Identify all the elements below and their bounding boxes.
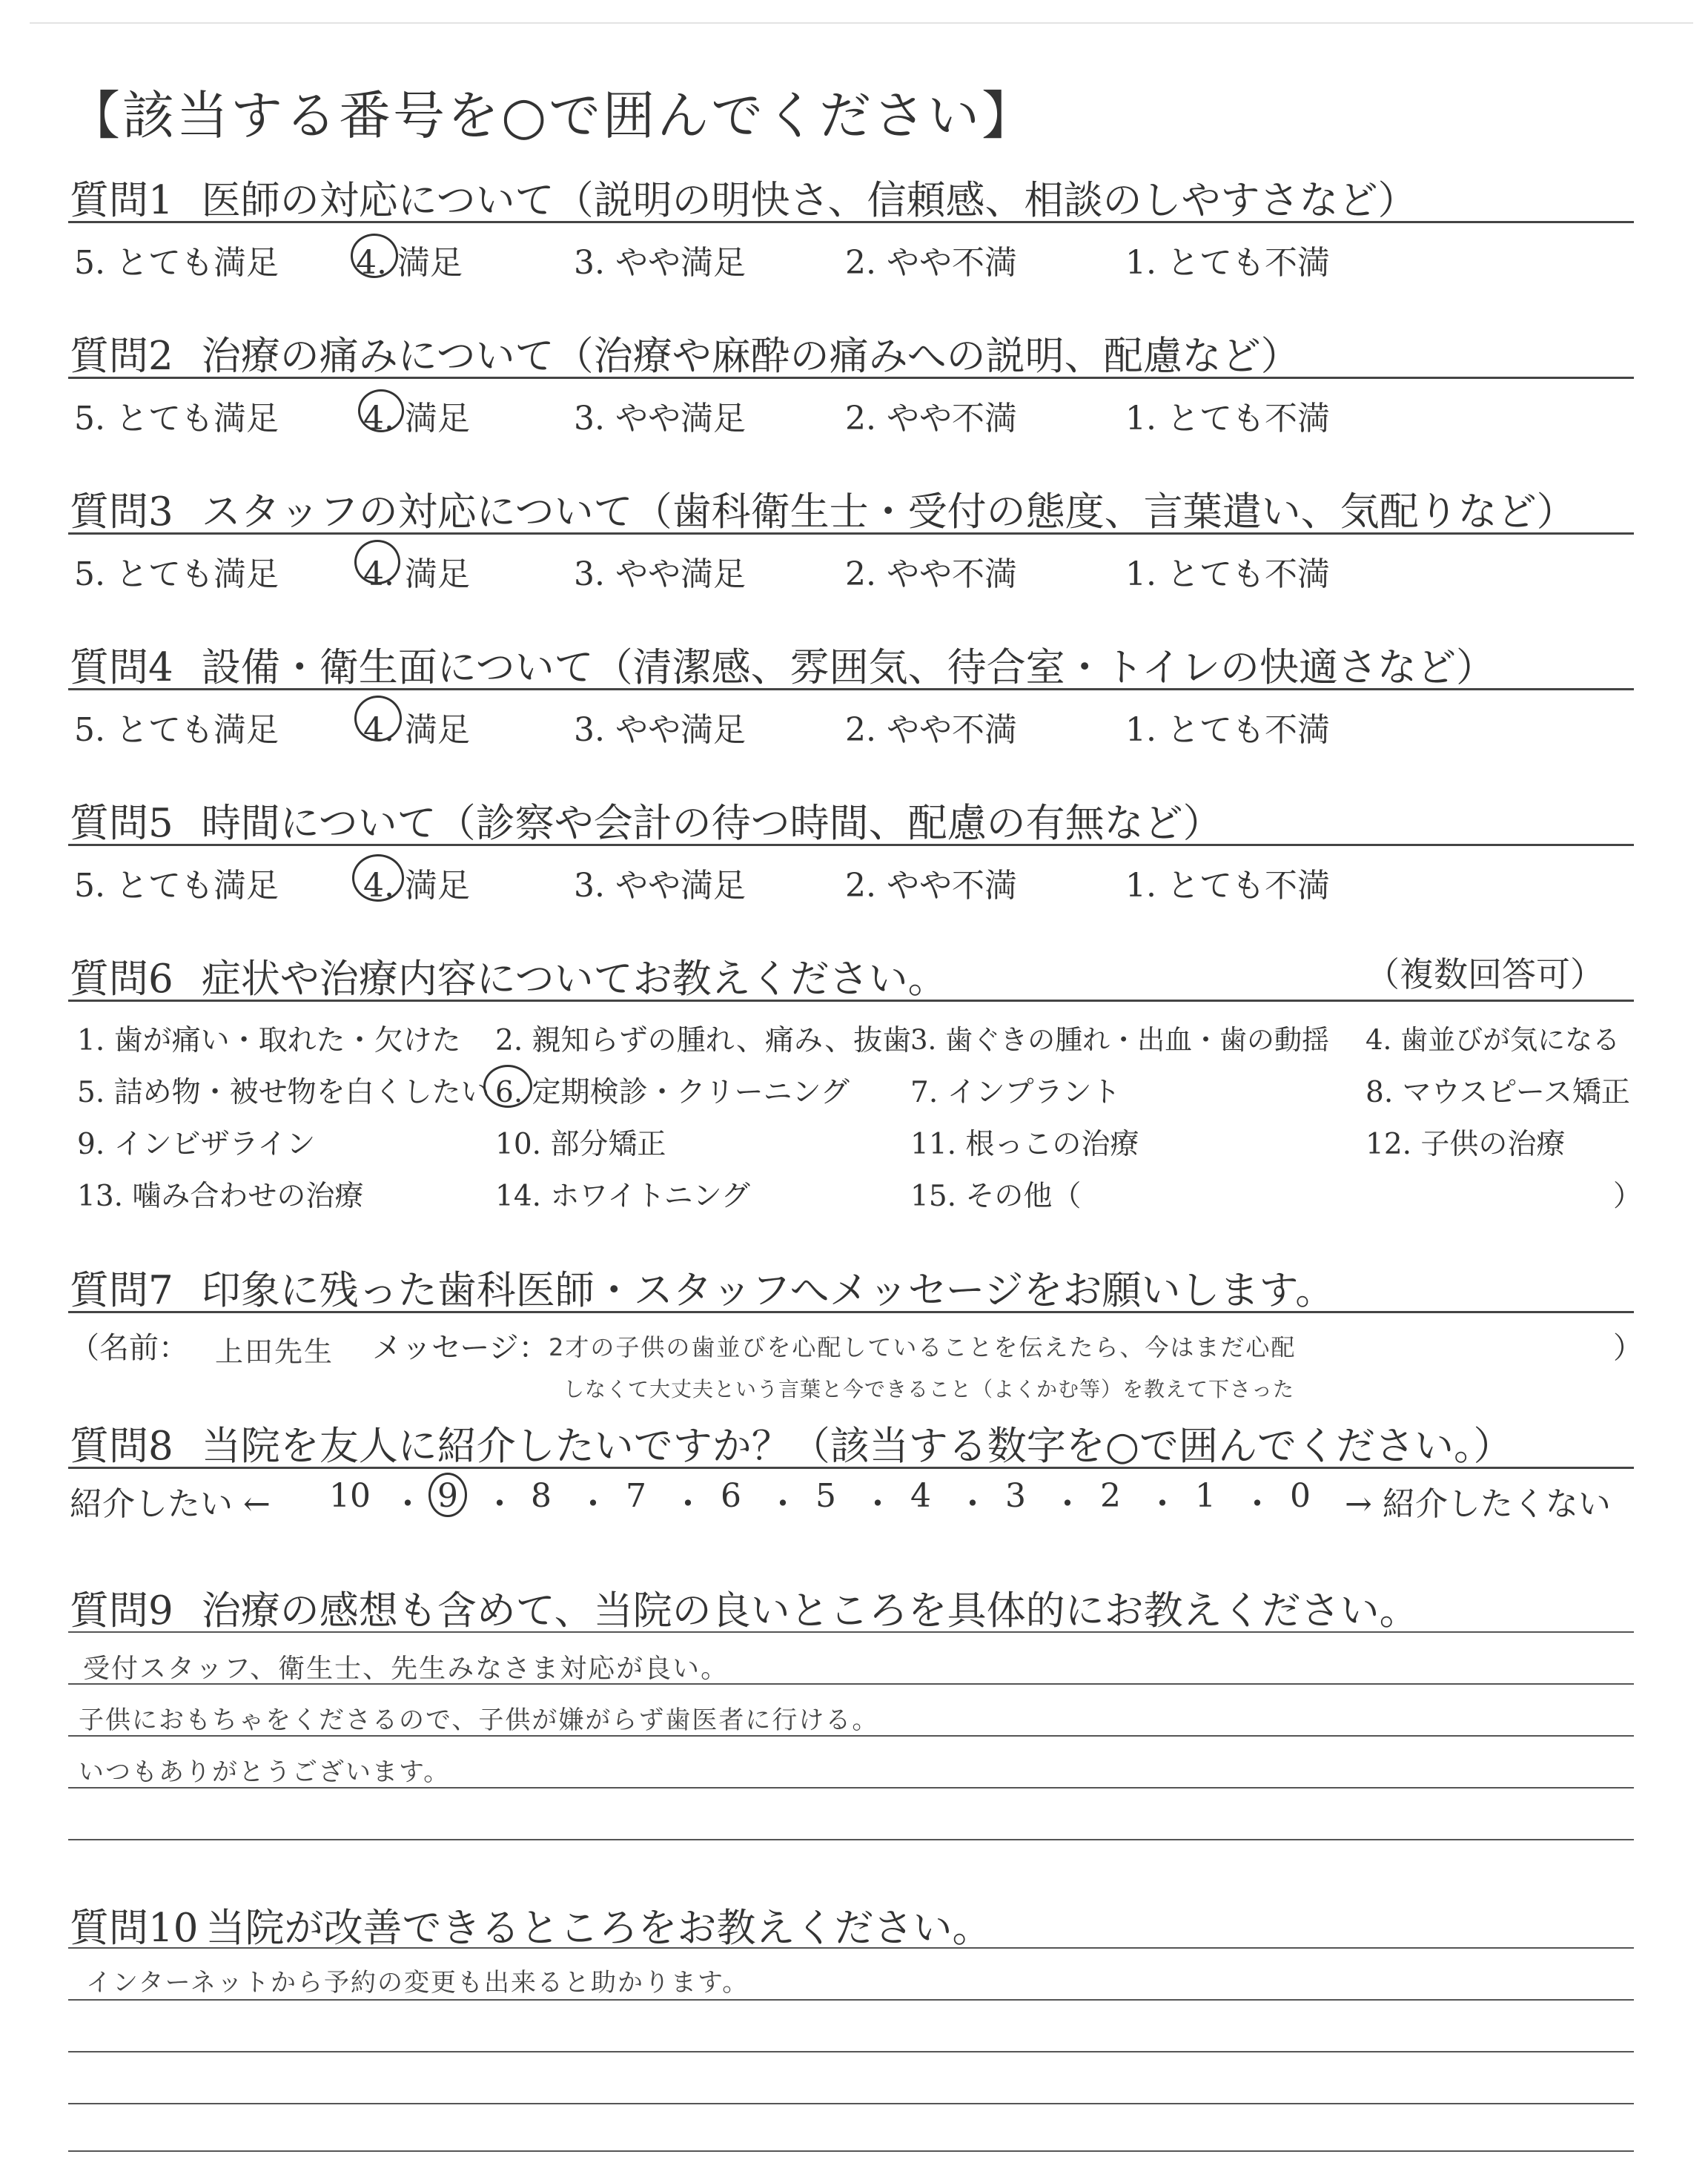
q9-writing-line	[68, 1735, 1634, 1737]
q7-close-paren: ）	[1613, 1331, 1643, 1365]
q6-option-14[interactable]: 14. ホワイトニング	[495, 1180, 750, 1213]
q6-option-11[interactable]: 11. 根っこの治療	[910, 1128, 1139, 1161]
question-6-text: 症状や治療内容についてお教えください。	[201, 957, 947, 1002]
q10-writing-line	[68, 1999, 1634, 2001]
page-title: 【該当する番号を○で囲んでください】	[68, 85, 1036, 146]
question-2-label: 質問2	[70, 334, 173, 379]
question-1-rule	[68, 221, 1634, 223]
q6-option-6[interactable]: 6. 定期検診・クリーニング	[495, 1076, 850, 1109]
q9-answer-line-3[interactable]: いつもありがとうございます。	[79, 1757, 451, 1787]
q2-option-2[interactable]: 2. やや不満	[845, 400, 1017, 437]
q8-scale-0[interactable]: 0	[1290, 1477, 1311, 1515]
q8-separator: ・	[956, 1485, 989, 1523]
q4-option-1[interactable]: 1. とても不満	[1125, 711, 1330, 749]
q9-writing-line	[68, 1787, 1634, 1789]
question-4-rule	[68, 688, 1634, 690]
question-7-rule	[68, 1311, 1634, 1313]
q8-scale-4[interactable]: 4	[910, 1477, 931, 1515]
q6-option-1[interactable]: 1. 歯が痛い・取れた・欠けた	[77, 1024, 461, 1057]
q10-writing-line	[68, 2051, 1634, 2052]
question-8-label: 質問8	[70, 1424, 173, 1469]
question-2-rule	[68, 377, 1634, 379]
q8-scale-6[interactable]: 6	[721, 1477, 741, 1515]
q5-option-4[interactable]: 4. 満足	[363, 867, 470, 905]
q5-selection-circle	[352, 854, 404, 902]
q8-separator: ・	[767, 1485, 799, 1523]
question-9-heading	[70, 1579, 1419, 1636]
q7-name-value[interactable]: 上田先生	[215, 1335, 334, 1368]
question-6-heading	[70, 948, 947, 1004]
q5-option-5[interactable]: 5. とても満足	[74, 867, 279, 905]
q8-scale-8[interactable]: 8	[531, 1477, 552, 1515]
question-1-label: 質問1	[70, 178, 173, 223]
q8-separator: ・	[1051, 1485, 1084, 1523]
question-6-note: （複数回答可）	[1366, 954, 1604, 994]
q3-option-3[interactable]: 3. やや満足	[574, 555, 746, 593]
q8-separator: ・	[391, 1485, 424, 1523]
question-6-rule	[68, 1000, 1634, 1002]
q9-answer-line-1[interactable]: 受付スタッフ、衛生士、先生みなさま対応が良い。	[83, 1654, 729, 1684]
q6-other-close: ）	[1613, 1180, 1643, 1213]
q6-option-3[interactable]: 3. 歯ぐきの腫れ・出血・歯の動揺	[910, 1024, 1330, 1056]
q8-right-label: → 紹介したくない	[1345, 1485, 1611, 1523]
q4-option-4[interactable]: 4. 満足	[363, 711, 470, 749]
question-5-text: 時間について（診察や会計の待つ時間、配慮の有無など）	[201, 801, 1222, 846]
q6-option-2[interactable]: 2. 親知らずの腫れ、痛み、抜歯	[495, 1024, 912, 1057]
q6-selection-circle	[483, 1065, 532, 1108]
q1-option-3[interactable]: 3. やや満足	[574, 244, 746, 282]
q9-writing-line	[68, 1683, 1634, 1685]
q9-writing-line	[68, 1839, 1634, 1840]
q8-scale-9[interactable]: 9	[437, 1477, 458, 1515]
q6-option-4[interactable]: 4. 歯並びが気になる	[1366, 1024, 1621, 1056]
q3-option-1[interactable]: 1. とても不満	[1125, 555, 1330, 593]
question-3-heading	[70, 480, 1576, 537]
q8-separator: ・	[1146, 1485, 1179, 1523]
question-7-text: 印象に残った歯科医師・スタッフへメッセージをお願いします。	[201, 1268, 1335, 1313]
question-5-heading	[70, 792, 1222, 848]
q5-option-3[interactable]: 3. やや満足	[574, 867, 746, 905]
q1-option-5[interactable]: 5. とても満足	[74, 244, 279, 282]
question-5-rule	[68, 844, 1634, 846]
question-3-text: スタッフの対応について（歯科衛生士・受付の態度、言葉遣い、気配りなど）	[201, 489, 1576, 535]
q1-selection-circle	[351, 234, 398, 278]
q4-option-3[interactable]: 3. やや満足	[574, 711, 746, 749]
q8-scale-1[interactable]: 1	[1195, 1477, 1216, 1515]
q7-message-line-2[interactable]: しなくて大丈夫という言葉と今できること（よくかむ等）を教えて下さった	[563, 1377, 1295, 1401]
q2-option-3[interactable]: 3. やや満足	[574, 400, 746, 437]
q8-separator: ・	[483, 1485, 516, 1523]
question-8-heading	[70, 1415, 1512, 1471]
question-4-label: 質問4	[70, 645, 173, 690]
q3-selection-circle	[354, 540, 400, 584]
q6-option-12[interactable]: 12. 子供の治療	[1366, 1128, 1566, 1161]
question-5-label: 質問5	[70, 801, 173, 846]
q8-left-label: 紹介したい ←	[70, 1485, 271, 1523]
q10-writing-line	[68, 2103, 1634, 2104]
q5-option-1[interactable]: 1. とても不満	[1125, 867, 1330, 905]
question-1-heading	[70, 169, 1417, 225]
q8-selection-circle	[428, 1473, 467, 1517]
question-10-label: 質問10	[70, 1906, 199, 1951]
q8-scale-7[interactable]: 7	[626, 1477, 646, 1515]
question-10-text: 当院が改善できるところをお教えください。	[205, 1906, 992, 1951]
question-7-heading	[70, 1259, 1334, 1315]
q7-name-label: （名前：	[70, 1331, 188, 1365]
question-3-rule	[68, 532, 1634, 535]
q6-option-8[interactable]: 8. マウスピース矯正	[1366, 1076, 1630, 1109]
question-8-text: 当院を友人に紹介したいですか？（該当する数字を○で囲んでください。）	[201, 1424, 1513, 1469]
question-10-heading	[70, 1897, 991, 1953]
q6-option-15[interactable]: 15. その他（	[910, 1180, 1082, 1213]
q5-option-2[interactable]: 2. やや不満	[845, 867, 1017, 905]
q6-option-5[interactable]: 5. 詰め物・被せ物を白くしたい	[77, 1076, 490, 1109]
q9-writing-line	[68, 1631, 1634, 1633]
question-6-label: 質問6	[70, 957, 173, 1002]
q3-option-2[interactable]: 2. やや不満	[845, 555, 1017, 593]
q8-separator: ・	[861, 1485, 894, 1523]
q10-answer-line-1[interactable]: インターネットから予約の変更も出来ると助かります。	[86, 1968, 749, 1998]
q3-option-4[interactable]: 4. 満足	[363, 555, 470, 593]
q1-option-1[interactable]: 1. とても不満	[1125, 244, 1330, 282]
q6-option-13[interactable]: 13. 噛み合わせの治療	[77, 1180, 364, 1213]
question-7-label: 質問7	[70, 1268, 173, 1313]
q4-option-5[interactable]: 5. とても満足	[74, 711, 279, 749]
q2-option-1[interactable]: 1. とても不満	[1125, 400, 1330, 437]
q2-selection-circle	[358, 389, 404, 432]
q4-option-2[interactable]: 2. やや不満	[845, 711, 1017, 749]
question-8-rule	[68, 1467, 1634, 1469]
q1-option-4[interactable]: 4. 満足	[356, 244, 463, 282]
q8-scale-2[interactable]: 2	[1100, 1477, 1121, 1515]
q4-selection-circle	[354, 696, 402, 742]
q8-scale-10[interactable]: 10	[329, 1477, 371, 1515]
q1-option-2[interactable]: 2. やや不満	[845, 244, 1017, 282]
q10-writing-line	[68, 2150, 1634, 2152]
q2-option-5[interactable]: 5. とても満足	[74, 400, 279, 437]
question-2-text: 治療の痛みについて（治療や麻酔の痛みへの説明、配慮など）	[201, 334, 1300, 379]
question-1-text: 医師の対応について（説明の明快さ、信頼感、相談のしやすさなど）	[201, 178, 1417, 223]
top-border	[30, 22, 1693, 24]
q6-option-7[interactable]: 7. インプラント	[910, 1076, 1121, 1109]
q8-scale-5[interactable]: 5	[815, 1477, 836, 1515]
q7-message-label: メッセージ：	[372, 1331, 549, 1365]
q8-separator: ・	[577, 1485, 609, 1523]
q8-scale-3[interactable]: 3	[1005, 1477, 1026, 1515]
q8-separator: ・	[672, 1485, 704, 1523]
q2-option-4[interactable]: 4. 満足	[363, 400, 470, 437]
question-4-heading	[70, 636, 1495, 693]
q6-option-9[interactable]: 9. インビザライン	[77, 1128, 316, 1161]
q3-option-5[interactable]: 5. とても満足	[74, 555, 279, 593]
q8-separator: ・	[1241, 1485, 1274, 1523]
q6-option-10[interactable]: 10. 部分矯正	[495, 1128, 666, 1161]
question-9-label: 質問9	[70, 1588, 173, 1634]
q9-answer-line-2[interactable]: 子供におもちゃをくださるので、子供が嫌がらず歯医者に行ける。	[79, 1705, 879, 1735]
q7-message-line-1[interactable]: 2才の子供の歯並びを心配していることを伝えたら、今はまだ心配	[549, 1333, 1297, 1361]
question-4-text: 設備・衛生面について（清潔感、雰囲気、待合室・トイレの快適さなど）	[201, 645, 1496, 690]
question-3-label: 質問3	[70, 489, 173, 535]
question-2-heading	[70, 325, 1300, 381]
q10-writing-line	[68, 1947, 1634, 1949]
question-9-text: 治療の感想も含めて、当院の良いところを具体的にお教えください。	[201, 1588, 1419, 1634]
